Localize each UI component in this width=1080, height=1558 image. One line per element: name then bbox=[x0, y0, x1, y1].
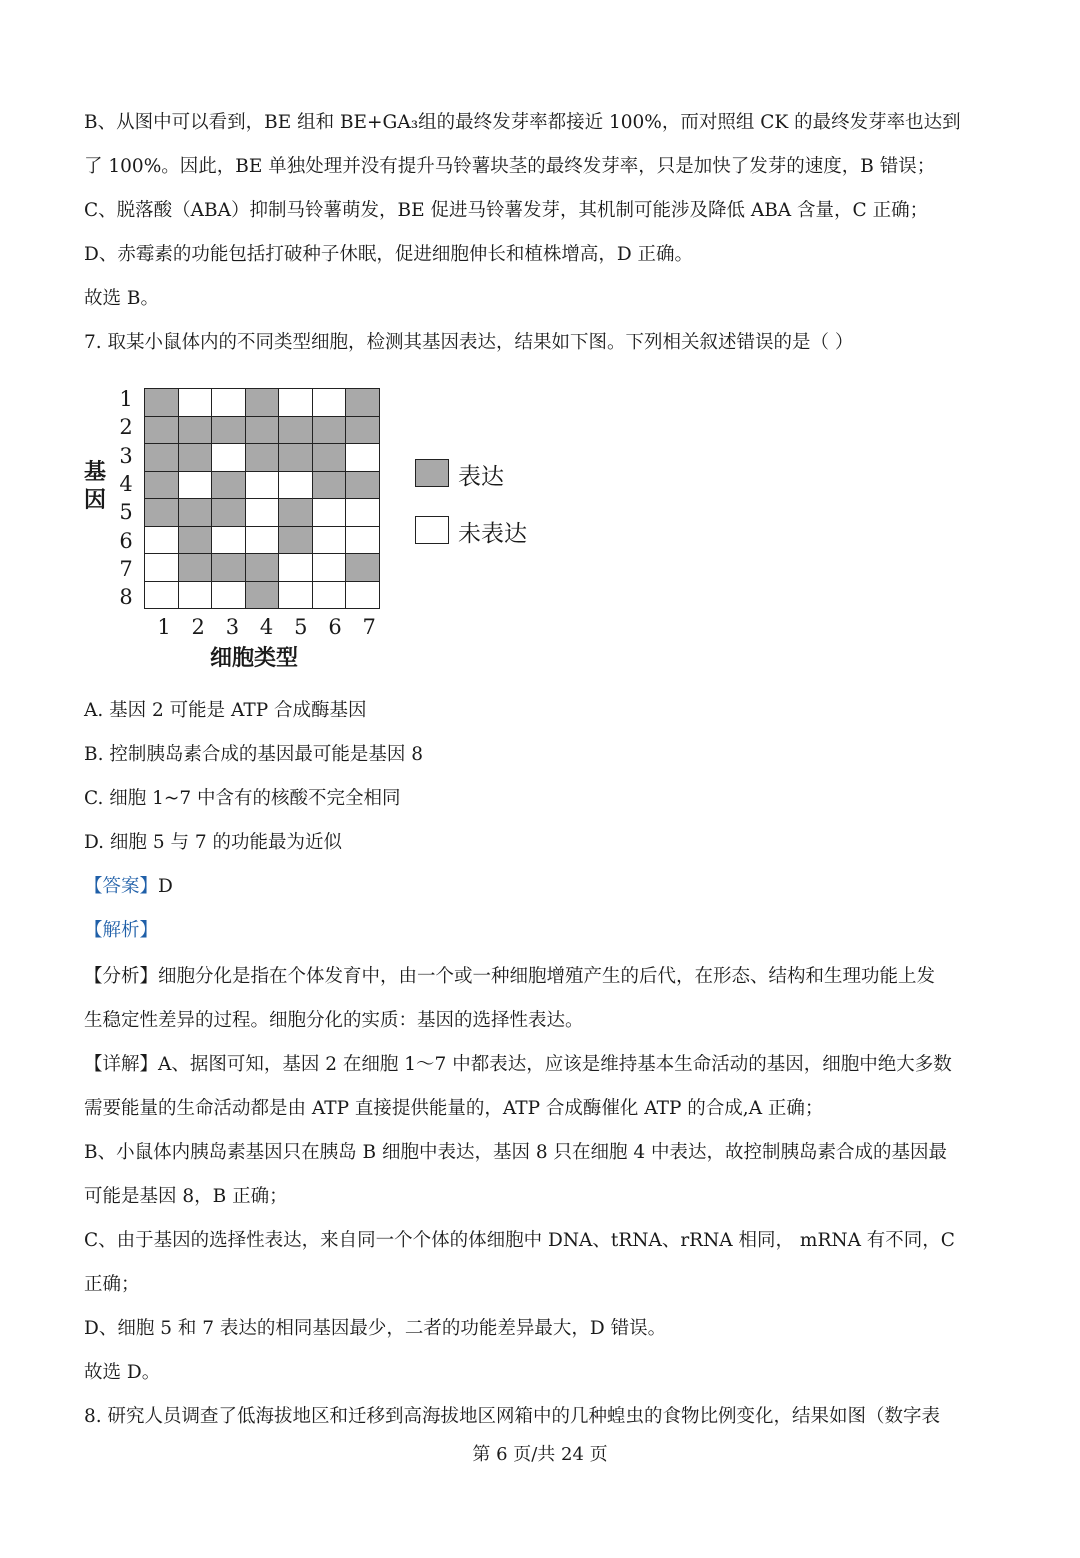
grid-cell-gene-4-cell-5 bbox=[279, 471, 313, 499]
page-footer: 第 6 页/共 24 页 bbox=[472, 1444, 608, 1465]
grid-cell-gene-3-cell-4 bbox=[245, 444, 279, 472]
grid-cell-gene-7-cell-4 bbox=[245, 554, 279, 582]
column-label: 7 bbox=[362, 615, 376, 639]
column-label: 1 bbox=[157, 615, 171, 639]
grid-cell-gene-2-cell-6 bbox=[312, 416, 346, 444]
grid-row-gene-8 bbox=[145, 581, 380, 609]
grid-cell-gene-8-cell-3 bbox=[212, 581, 246, 609]
gene-expression-figure bbox=[80, 383, 550, 673]
text-line: 了 100%。因此，BE 单独处理并没有提升马铃薯块茎的最终发芽率，只是加快了发芽的速度，B 错误； bbox=[84, 156, 936, 177]
grid-row-gene-2 bbox=[145, 416, 380, 444]
grid-cell-gene-7-cell-1 bbox=[145, 554, 179, 582]
grid-cell-gene-5-cell-1 bbox=[145, 499, 179, 527]
row-label: 6 bbox=[119, 528, 133, 553]
column-label: 2 bbox=[191, 615, 205, 639]
text-line: 需要能量的生命活动都是由 ATP 直接提供能量的，ATP 合成酶催化 ATP 的合成,A 正确； bbox=[84, 1098, 824, 1119]
grid-cell-gene-8-cell-2 bbox=[178, 581, 212, 609]
grid-cell-gene-5-cell-3 bbox=[212, 499, 246, 527]
grid-cell-gene-6-cell-2 bbox=[178, 526, 212, 554]
grid-cell-gene-8-cell-7 bbox=[346, 581, 380, 609]
text-line: 正确； bbox=[84, 1274, 140, 1295]
grid-cell-gene-6-cell-4 bbox=[245, 526, 279, 554]
row-label: 7 bbox=[119, 556, 133, 581]
grid-cell-gene-3-cell-1 bbox=[145, 444, 179, 472]
text-line: 可能是基因 8，B 正确； bbox=[84, 1186, 288, 1207]
grid-cell-gene-2-cell-7 bbox=[346, 416, 380, 444]
grid-cell-gene-2-cell-4 bbox=[245, 416, 279, 444]
grid-cell-gene-4-cell-2 bbox=[178, 471, 212, 499]
grid-cell-gene-6-cell-7 bbox=[346, 526, 380, 554]
grid-cell-gene-8-cell-4 bbox=[245, 581, 279, 609]
legend-label-expressed: 表达 bbox=[458, 464, 504, 490]
text-line: 故选 D。 bbox=[84, 1362, 161, 1383]
grid-cell-gene-1-cell-6 bbox=[312, 389, 346, 417]
grid-row-gene-4 bbox=[145, 471, 380, 499]
text-line: 【详解】A、据图可知，基因 2 在细胞 1～7 中都表达，应该是维持基本生命活动的基因，细胞中绝大多数 bbox=[84, 1054, 952, 1075]
grid-cell-gene-7-cell-3 bbox=[212, 554, 246, 582]
grid-cell-gene-1-cell-3 bbox=[212, 389, 246, 417]
grid-cell-gene-2-cell-3 bbox=[212, 416, 246, 444]
text-line: 故选 B。 bbox=[84, 288, 159, 309]
row-label: 8 bbox=[119, 585, 133, 610]
row-label: 3 bbox=[119, 443, 133, 468]
column-label: 4 bbox=[259, 615, 274, 639]
grid-row-gene-6 bbox=[145, 526, 380, 554]
text-line: 生稳定性差异的过程。细胞分化的实质：基因的选择性表达。 bbox=[84, 1010, 584, 1031]
text-line: C、由于基因的选择性表达，来自同一个个体的体细胞中 DNA、tRNA、rRNA 相同， mRNA 有不同，C bbox=[84, 1230, 955, 1251]
legend-label-not-expressed: 未表达 bbox=[458, 521, 527, 547]
row-label: 4 bbox=[119, 471, 133, 496]
grid-row-gene-1 bbox=[145, 389, 380, 417]
analysis-label: 【解析】 bbox=[84, 920, 159, 941]
grid-cell-gene-6-cell-6 bbox=[312, 526, 346, 554]
grid-cell-gene-7-cell-2 bbox=[178, 554, 212, 582]
grid-cell-gene-2-cell-2 bbox=[178, 416, 212, 444]
y-axis-label: 基因 bbox=[84, 459, 107, 513]
grid-cell-gene-3-cell-2 bbox=[178, 444, 212, 472]
option-a: A. 基因 2 可能是 ATP 合成酶基因 bbox=[84, 700, 367, 721]
grid-cell-gene-4-cell-6 bbox=[312, 471, 346, 499]
grid-row-gene-3 bbox=[145, 444, 380, 472]
expression-grid bbox=[144, 388, 380, 609]
row-label: 1 bbox=[119, 387, 133, 411]
question-8-stem: 8. 研究人员调查了低海拔地区和迁移到高海拔地区网箱中的几种蝗虫的食物比例变化，结果如图（数字表 bbox=[84, 1406, 941, 1427]
grid-cell-gene-1-cell-4 bbox=[245, 389, 279, 417]
grid-cell-gene-4-cell-1 bbox=[145, 471, 179, 499]
grid-cell-gene-5-cell-7 bbox=[346, 499, 380, 527]
grid-cell-gene-1-cell-7 bbox=[346, 389, 380, 417]
grid-cell-gene-4-cell-4 bbox=[245, 471, 279, 499]
option-b: B. 控制胰岛素合成的基因最可能是基因 8 bbox=[84, 744, 424, 765]
grid-cell-gene-8-cell-1 bbox=[145, 581, 179, 609]
text-line: C、脱落酸（ABA）抑制马铃薯萌发，BE 促进马铃薯发芽，其机制可能涉及降低 ABA 含量，C 正确； bbox=[84, 200, 929, 221]
grid-cell-gene-2-cell-5 bbox=[279, 416, 313, 444]
answer-value: D bbox=[158, 876, 173, 897]
grid-cell-gene-8-cell-5 bbox=[279, 581, 313, 609]
option-d: D. 细胞 5 与 7 的功能最为近似 bbox=[84, 832, 342, 853]
column-label: 6 bbox=[328, 615, 342, 639]
grid-cell-gene-5-cell-4 bbox=[245, 499, 279, 527]
grid-cell-gene-1-cell-2 bbox=[178, 389, 212, 417]
grid-cell-gene-4-cell-3 bbox=[212, 471, 246, 499]
grid-row-gene-7 bbox=[145, 554, 380, 582]
grid-cell-gene-7-cell-6 bbox=[312, 554, 346, 582]
grid-cell-gene-7-cell-5 bbox=[279, 554, 313, 582]
grid-cell-gene-6-cell-1 bbox=[145, 526, 179, 554]
grid-cell-gene-1-cell-5 bbox=[279, 389, 313, 417]
grid-cell-gene-3-cell-7 bbox=[346, 444, 380, 472]
x-axis-label: 细胞类型 bbox=[210, 645, 299, 671]
legend-swatch-not-expressed bbox=[415, 516, 449, 544]
grid-cell-gene-8-cell-6 bbox=[312, 581, 346, 609]
grid-cell-gene-4-cell-7 bbox=[346, 471, 380, 499]
grid-cell-gene-3-cell-6 bbox=[312, 444, 346, 472]
grid-cell-gene-6-cell-3 bbox=[212, 526, 246, 554]
text-line: D、细胞 5 和 7 表达的相同基因最少，二者的功能差异最大，D 错误。 bbox=[84, 1318, 667, 1339]
text-line: B、从图中可以看到，BE 组和 BE+GA₃组的最终发芽率都接近 100%，而对照组 CK 的最终发芽率也达到 bbox=[84, 112, 961, 133]
option-c: C. 细胞 1~7 中含有的核酸不完全相同 bbox=[84, 788, 401, 809]
legend-swatch-expressed bbox=[415, 459, 449, 487]
grid-cell-gene-6-cell-5 bbox=[279, 526, 313, 554]
grid-cell-gene-5-cell-6 bbox=[312, 499, 346, 527]
grid-cell-gene-3-cell-5 bbox=[279, 444, 313, 472]
text-line: D、赤霉素的功能包括打破种子休眠，促进细胞伸长和植株增高，D 正确。 bbox=[84, 244, 694, 265]
row-label: 2 bbox=[119, 415, 133, 440]
answer-line bbox=[84, 874, 173, 900]
grid-cell-gene-5-cell-5 bbox=[279, 499, 313, 527]
column-label: 3 bbox=[225, 615, 240, 639]
column-label: 5 bbox=[294, 615, 308, 639]
text-line: B、小鼠体内胰岛素基因只在胰岛 B 细胞中表达，基因 8 只在细胞 4 中表达，故控制胰岛素合成的基因最 bbox=[84, 1142, 948, 1163]
grid-cell-gene-3-cell-3 bbox=[212, 444, 246, 472]
grid-cell-gene-1-cell-1 bbox=[145, 389, 179, 417]
question-7-stem: 7. 取某小鼠体内的不同类型细胞，检测其基因表达，结果如下图。下列相关叙述错误的是（ ） bbox=[84, 332, 854, 353]
answer-label: 【答案】 bbox=[84, 876, 159, 897]
grid-cell-gene-7-cell-7 bbox=[346, 554, 380, 582]
grid-cell-gene-5-cell-2 bbox=[178, 499, 212, 527]
grid-row-gene-5 bbox=[145, 499, 380, 527]
text-line: 【分析】细胞分化是指在个体发育中，由一个或一种细胞增殖产生的后代，在形态、结构和生理功能上发 bbox=[84, 966, 936, 987]
row-label: 5 bbox=[119, 500, 133, 525]
grid-cell-gene-2-cell-1 bbox=[145, 416, 179, 444]
